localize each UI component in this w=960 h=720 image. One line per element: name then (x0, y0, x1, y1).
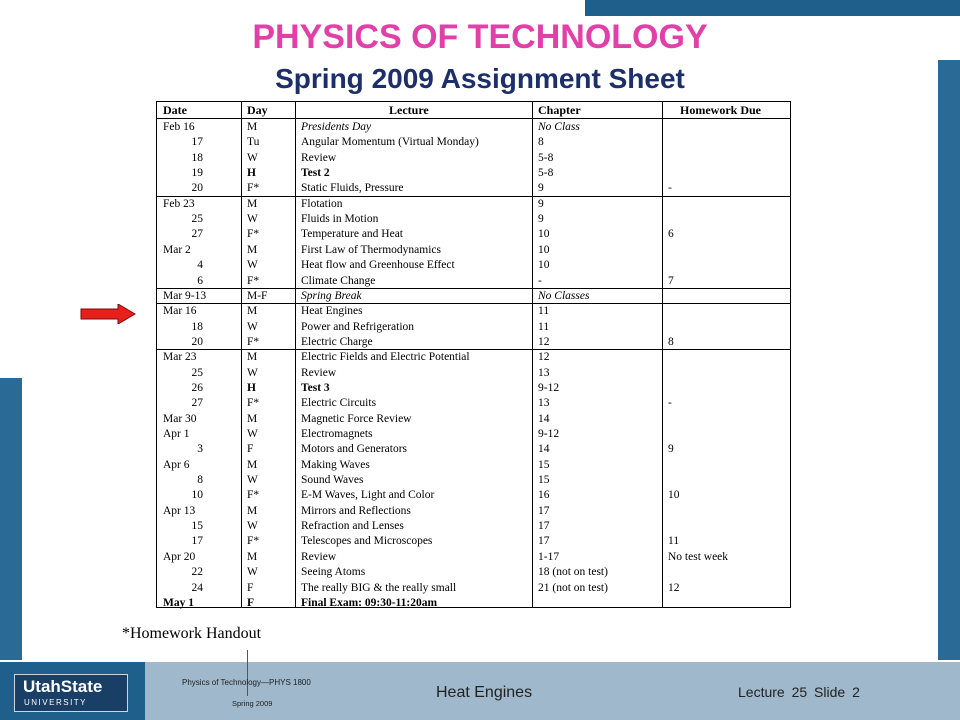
cell-day: W (247, 320, 258, 333)
cell-day: F* (247, 489, 260, 502)
cell-day: H (247, 167, 256, 180)
cell-hw: - (668, 182, 672, 195)
cell-hw: 11 (668, 535, 680, 548)
cell-chapter: 14 (538, 412, 550, 425)
cell-chapter: 5-8 (538, 167, 554, 180)
cell-chapter: 9 (538, 182, 544, 195)
footer-divider (247, 650, 248, 696)
cell-lecture: Making Waves (301, 458, 370, 471)
cell-day: M (247, 458, 258, 471)
table-row (157, 350, 790, 365)
cell-chapter: No Class (538, 121, 580, 133)
header-day: Day (247, 103, 268, 117)
cell-chapter: 9 (538, 197, 544, 210)
cell-date: 27 (191, 228, 203, 241)
cell-date: Apr 13 (163, 504, 196, 517)
cell-date: May 1 (163, 596, 194, 609)
table-row (157, 366, 790, 381)
cell-chapter: 9 (538, 213, 544, 226)
table-row (157, 396, 790, 411)
table-row (157, 504, 790, 519)
cell-date: 25 (191, 213, 203, 226)
cell-date: 20 (191, 335, 203, 348)
cell-date: 17 (191, 136, 203, 149)
cell-date: 8 (197, 474, 203, 487)
cell-date: 18 (191, 151, 203, 164)
cell-day: M (247, 243, 258, 256)
cell-date: Feb 16 (163, 121, 195, 133)
cell-day: M (247, 121, 258, 133)
current-lecture-arrow (80, 304, 136, 324)
cell-day: F (247, 581, 254, 594)
logo-subtext: UNIVERSITY (24, 698, 88, 707)
table-row (157, 581, 790, 596)
cell-lecture: Temperature and Heat (301, 228, 404, 241)
top-accent-bar (585, 0, 960, 16)
cell-chapter: 9-12 (538, 381, 560, 394)
cell-lecture: Review (301, 550, 337, 563)
left-accent-tab (0, 378, 22, 660)
cell-lecture: Test 2 (301, 167, 330, 180)
table-row (157, 473, 790, 488)
cell-day: F* (247, 274, 260, 287)
table-row (157, 227, 790, 242)
cell-chapter: 13 (538, 397, 550, 410)
cell-lecture: Electric Circuits (301, 397, 377, 410)
cell-lecture: Sound Waves (301, 474, 364, 487)
cell-day: W (247, 366, 258, 379)
cell-chapter: No Classes (538, 289, 590, 302)
table-row (157, 274, 790, 289)
table-row (157, 320, 790, 335)
table-row (157, 381, 790, 396)
cell-day: W (247, 151, 258, 164)
footer-course: Physics of Technology—PHYS 1800 (182, 678, 311, 687)
cell-lecture: Final Exam: 09:30-11:20am (301, 596, 438, 609)
cell-hw: - (668, 397, 672, 410)
cell-chapter: 10 (538, 228, 550, 241)
cell-lecture: Electric Fields and Electric Potential (301, 351, 470, 364)
cell-date: 22 (191, 566, 203, 579)
table-row (157, 427, 790, 442)
cell-date: 6 (197, 274, 203, 287)
header-date: Date (163, 103, 187, 117)
cell-day: M (247, 550, 258, 563)
table-row (157, 458, 790, 473)
cell-chapter: 13 (538, 366, 550, 379)
table-row (157, 412, 790, 427)
cell-chapter: 21 (not on test) (538, 581, 608, 594)
cell-day: F* (247, 182, 260, 195)
cell-chapter: 15 (538, 474, 550, 487)
cell-lecture: Electromagnets (301, 428, 373, 440)
cell-day: F (247, 596, 255, 609)
cell-lecture: Flotation (301, 197, 343, 210)
cell-lecture: Magnetic Force Review (301, 412, 412, 425)
cell-lecture: Mirrors and Reflections (301, 504, 411, 517)
cell-date: 4 (197, 259, 203, 272)
cell-chapter: - (538, 274, 542, 287)
cell-chapter: 16 (538, 489, 550, 502)
cell-lecture: Heat flow and Greenhouse Effect (301, 259, 455, 272)
cell-chapter: 11 (538, 320, 550, 333)
cell-lecture: Static Fluids, Pressure (301, 182, 404, 195)
cell-lecture: Telescopes and Microscopes (301, 535, 433, 548)
cell-lecture: First Law of Thermodynamics (301, 243, 441, 256)
cell-date: 19 (191, 167, 203, 180)
cell-day: F* (247, 228, 260, 241)
cell-date: 24 (191, 581, 203, 594)
table-row (157, 197, 790, 212)
cell-date: 26 (191, 381, 203, 394)
cell-day: M (247, 351, 258, 364)
cell-date: 20 (191, 182, 203, 195)
cell-day: F* (247, 335, 260, 348)
cell-lecture: Presidents Day (301, 121, 372, 133)
cell-chapter: 17 (538, 504, 550, 517)
cell-lecture: Seeing Atoms (301, 566, 366, 579)
cell-date: 10 (191, 489, 203, 502)
cell-day: W (247, 428, 258, 440)
cell-date: 27 (191, 397, 203, 410)
cell-day: M (247, 504, 258, 517)
footer-term: Spring 2009 (232, 699, 273, 708)
cell-lecture: Fluids in Motion (301, 213, 379, 226)
homework-handout-note: *Homework Handout (122, 625, 262, 642)
table-row (157, 596, 790, 611)
header-homework: Homework Due (680, 103, 761, 117)
cell-lecture: Climate Change (301, 274, 376, 287)
cell-chapter: 1-17 (538, 550, 560, 563)
cell-hw: 10 (668, 489, 680, 502)
cell-day: F* (247, 535, 260, 548)
assignment-table (156, 101, 791, 608)
cell-chapter: 10 (538, 243, 550, 256)
table-row (157, 442, 790, 457)
cell-day: F* (247, 397, 260, 410)
cell-day: W (247, 520, 258, 533)
table-row (157, 550, 790, 565)
cell-date: Mar 2 (163, 243, 191, 256)
slide-subtitle: Spring 2009 Assignment Sheet (275, 63, 685, 94)
cell-lecture: Heat Engines (301, 305, 363, 318)
cell-hw: 12 (668, 581, 680, 594)
cell-lecture: Refraction and Lenses (301, 520, 404, 533)
cell-chapter: 17 (538, 535, 550, 548)
cell-day: Tu (247, 136, 260, 149)
slide-title: PHYSICS OF TECHNOLOGY (252, 18, 708, 56)
cell-lecture: Test 3 (301, 381, 330, 394)
cell-lecture: Angular Momentum (Virtual Monday) (301, 136, 479, 149)
table-row (157, 519, 790, 534)
cell-day: M (247, 197, 258, 210)
cell-date: Mar 16 (163, 305, 197, 318)
table-row (157, 304, 790, 319)
cell-chapter: 9-12 (538, 428, 560, 440)
cell-date: Apr 20 (163, 550, 196, 563)
cell-lecture: Power and Refrigeration (301, 320, 415, 333)
cell-hw: 9 (668, 443, 674, 456)
cell-day: M-F (247, 289, 268, 302)
cell-day: M (247, 412, 258, 425)
cell-lecture: E-M Waves, Light and Color (301, 489, 435, 502)
cell-hw: 8 (668, 335, 674, 348)
cell-chapter: 15 (538, 458, 550, 471)
table-row (157, 181, 790, 196)
cell-lecture: Spring Break (301, 289, 362, 302)
cell-lecture: Electric Charge (301, 335, 373, 348)
footer-lecture-slide: Lecture 25 Slide 2 (738, 684, 860, 700)
header-chapter: Chapter (538, 103, 581, 117)
cell-day: W (247, 259, 258, 272)
cell-hw: No test week (668, 550, 729, 563)
table-row (157, 120, 790, 135)
cell-day: H (247, 381, 256, 394)
cell-date: Mar 9-13 (163, 289, 207, 302)
cell-chapter: 11 (538, 305, 550, 318)
cell-date: 17 (191, 535, 203, 548)
table-row (157, 534, 790, 549)
cell-date: Feb 23 (163, 197, 195, 210)
cell-hw: 6 (668, 228, 674, 241)
cell-day: W (247, 213, 258, 226)
cell-date: Mar 23 (163, 351, 197, 364)
cell-chapter: 10 (538, 259, 550, 272)
table-row (157, 565, 790, 580)
cell-chapter: 5-8 (538, 151, 554, 164)
cell-lecture: The really BIG & the really small (301, 581, 457, 594)
table-row (157, 488, 790, 503)
header-lecture: Lecture (389, 103, 429, 117)
cell-lecture: Review (301, 366, 337, 379)
table-row (157, 135, 790, 150)
cell-lecture: Review (301, 151, 337, 164)
cell-date: Mar 30 (163, 412, 197, 425)
logo-wordmark: UtahState (23, 677, 103, 696)
cell-date: Apr 6 (163, 458, 190, 471)
cell-day: W (247, 566, 258, 579)
table-row (157, 258, 790, 273)
cell-date: Apr 1 (163, 428, 190, 440)
cell-chapter: 8 (538, 136, 544, 149)
cell-chapter: 12 (538, 335, 550, 348)
cell-date: 3 (197, 443, 203, 456)
utah-state-logo (14, 674, 128, 712)
cell-chapter: 18 (not on test) (538, 566, 608, 579)
cell-chapter: 17 (538, 520, 550, 533)
table-header (157, 102, 790, 119)
cell-date: 18 (191, 320, 203, 333)
cell-date: 15 (191, 520, 203, 533)
cell-chapter: 12 (538, 351, 550, 364)
cell-lecture: Motors and Generators (301, 443, 408, 456)
cell-chapter: 14 (538, 443, 550, 456)
cell-date: 25 (191, 366, 203, 379)
table-row (157, 289, 790, 304)
table-row (157, 243, 790, 258)
cell-hw: 7 (668, 274, 674, 287)
table-row (157, 212, 790, 227)
cell-day: W (247, 474, 258, 487)
table-row (157, 335, 790, 350)
cell-day: F (247, 443, 254, 456)
table-row (157, 166, 790, 181)
right-accent-tab (938, 60, 960, 660)
footer-topic: Heat Engines (436, 684, 533, 701)
table-row (157, 151, 790, 166)
cell-day: M (247, 305, 258, 318)
